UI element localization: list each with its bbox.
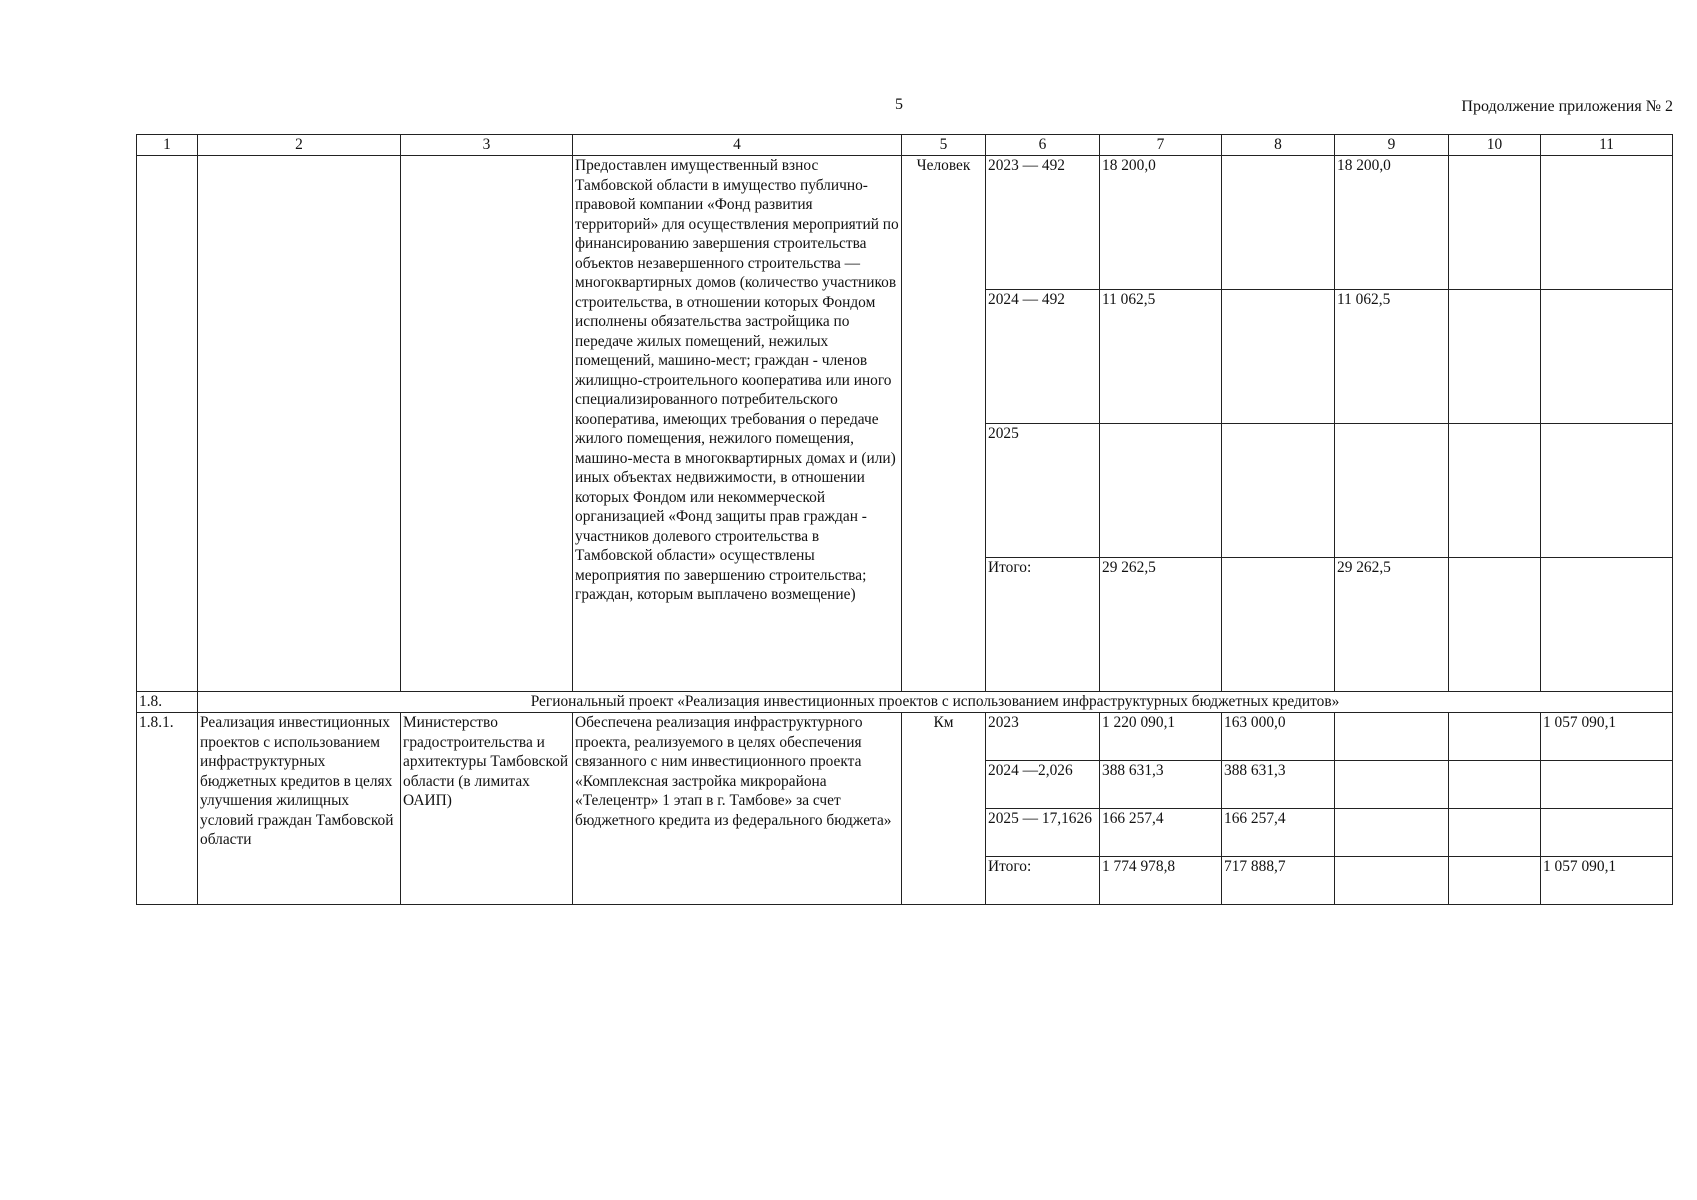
unit-cell: Км [902, 713, 986, 905]
unit-cell: Человек [902, 156, 986, 692]
amount-cell: 18 200,0 [1100, 156, 1222, 290]
amount-cell: 18 200,0 [1335, 156, 1449, 290]
column-header: 1 [137, 135, 198, 156]
table-row [137, 156, 1673, 290]
amount-cell [1449, 424, 1541, 558]
year-cell: 2025 — 17,1626 [986, 809, 1100, 857]
amount-cell [1449, 809, 1541, 857]
amount-cell: 163 000,0 [1222, 713, 1335, 761]
column-header: 11 [1541, 135, 1673, 156]
indicator-description: Предоставлен имущественный взнос Тамбовской области в имущество публично-правовой компании «Фонд развития территорий» для осуществления мероприятий по финансированию завершения строительства объектов незавершенного строительства — многоквартирных домов (количество участников строительства, в отношении которых Фондом исполнены обязательства застройщика по передаче жилых помещений, нежилых помещений, машино-мест; граждан - членов жилищно-строительного кооператива или иного специализированного потребительского кооператива, имеющих требования о передаче жилого помещения, нежилого помещения, машино-места в многоквартирных домах и (или) иных объектах недвижимости, в отношении которых Фондом или некоммерческой организацией «Фонд защиты прав граждан - участников долевого строительства в Тамбовской области» осуществлены мероприятия по завершению строительства; граждан, которым выплачено возмещение) [573, 156, 902, 692]
section-title: Региональный проект «Реализация инвестиционных проектов с использованием инфраструктурных бюджетных кредитов» [198, 692, 1673, 713]
amount-cell [1541, 809, 1673, 857]
amount-cell: 11 062,5 [1100, 290, 1222, 424]
column-header: 10 [1449, 135, 1541, 156]
amount-cell [1449, 857, 1541, 905]
executor-cell: Министерство градостроительства и архитектуры Тамбовской области (в лимитах ОАИП) [401, 713, 573, 905]
year-cell: 2023 — 492 [986, 156, 1100, 290]
amount-cell: 1 774 978,8 [1100, 857, 1222, 905]
column-header: 4 [573, 135, 902, 156]
amount-cell [1449, 558, 1541, 692]
total-label-cell: Итого: [986, 857, 1100, 905]
amount-cell [1222, 558, 1335, 692]
cell-name [198, 156, 401, 692]
column-header: 9 [1335, 135, 1449, 156]
amount-cell: 388 631,3 [1222, 761, 1335, 809]
column-header: 2 [198, 135, 401, 156]
amount-cell: 29 262,5 [1100, 558, 1222, 692]
column-header: 8 [1222, 135, 1335, 156]
amount-cell: 11 062,5 [1335, 290, 1449, 424]
column-header: 5 [902, 135, 986, 156]
table-row [137, 713, 1673, 761]
year-cell: 2025 [986, 424, 1100, 558]
amount-cell [1335, 713, 1449, 761]
amount-cell: 717 888,7 [1222, 857, 1335, 905]
amount-cell [1541, 156, 1673, 290]
amount-cell [1541, 558, 1673, 692]
amount-cell [1335, 761, 1449, 809]
row-number: 1.8.1. [137, 713, 198, 905]
appendix-continuation-label: Продолжение приложения № 2 [1461, 98, 1673, 115]
amount-cell [1222, 424, 1335, 558]
amount-cell [1222, 290, 1335, 424]
amount-cell [1541, 424, 1673, 558]
amount-cell [1335, 857, 1449, 905]
page-number: 5 [895, 96, 903, 113]
column-number-row [137, 135, 1673, 156]
year-cell: 2024 —2,026 [986, 761, 1100, 809]
section-row [137, 692, 1673, 713]
amount-cell [1449, 761, 1541, 809]
appendix-table [136, 134, 1673, 905]
amount-cell: 166 257,4 [1100, 809, 1222, 857]
amount-cell [1100, 424, 1222, 558]
amount-cell: 166 257,4 [1222, 809, 1335, 857]
amount-cell: 1 057 090,1 [1541, 713, 1673, 761]
amount-cell [1335, 809, 1449, 857]
column-header: 3 [401, 135, 573, 156]
column-header: 6 [986, 135, 1100, 156]
column-header: 7 [1100, 135, 1222, 156]
amount-cell [1449, 713, 1541, 761]
amount-cell [1541, 761, 1673, 809]
amount-cell [1449, 156, 1541, 290]
amount-cell: 29 262,5 [1335, 558, 1449, 692]
total-label-cell: Итого: [986, 558, 1100, 692]
cell-number [137, 156, 198, 692]
year-cell: 2024 — 492 [986, 290, 1100, 424]
amount-cell [1449, 290, 1541, 424]
indicator-description: Обеспечена реализация инфраструктурного проекта, реализуемого в целях обеспечения связанного с ним инвестиционного проекта «Комплексная застройка микрорайона «Телецентр» 1 этап в г. Тамбове» за счет бюджетного кредита из федерального бюджета» [573, 713, 902, 905]
amount-cell [1222, 156, 1335, 290]
amount-cell [1335, 424, 1449, 558]
measure-name: Реализация инвестиционных проектов с использованием инфраструктурных бюджетных кредитов в целях улучшения жилищных условий граждан Тамбовской области [198, 713, 401, 905]
amount-cell: 1 057 090,1 [1541, 857, 1673, 905]
amount-cell [1541, 290, 1673, 424]
section-number: 1.8. [137, 692, 198, 713]
year-cell: 2023 [986, 713, 1100, 761]
amount-cell: 388 631,3 [1100, 761, 1222, 809]
amount-cell: 1 220 090,1 [1100, 713, 1222, 761]
cell-executor [401, 156, 573, 692]
